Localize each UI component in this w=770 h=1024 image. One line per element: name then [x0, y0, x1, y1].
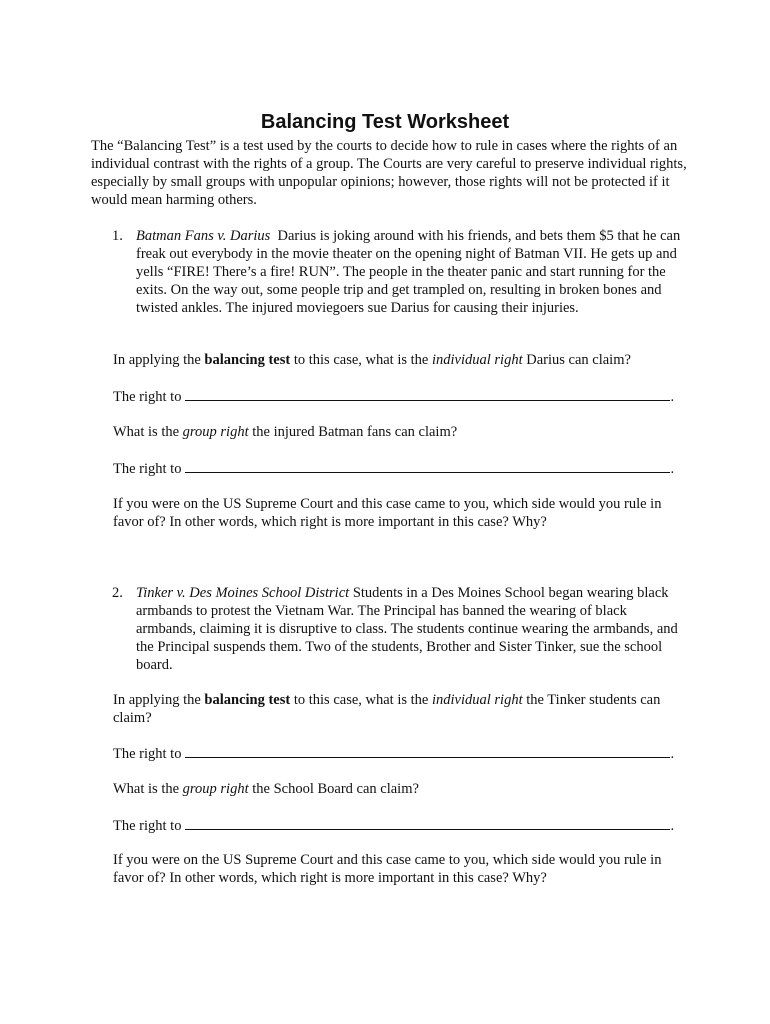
case-1-item: [91, 227, 687, 317]
answer-label: The right to: [113, 746, 182, 762]
q-text: the Tinker students can claim?: [113, 692, 661, 726]
case-2-number: 2.: [112, 585, 123, 601]
q-bold-term: balancing test: [204, 692, 291, 708]
answer-period: .: [670, 746, 675, 762]
case-2: [91, 584, 687, 674]
q-italic-term: group right: [182, 424, 249, 440]
q-text: to this case, what is the: [293, 352, 429, 368]
answer-blank-line[interactable]: [185, 387, 670, 401]
case-2-answer-group: [113, 816, 687, 835]
answer-label: The right to: [113, 461, 182, 477]
case-1-description: Darius is joking around with his friends, and bets them $5 that he can freak out everybody in the movie theater on the opening night of Batman VII. He gets up and yells “FIRE! There’s a fire! RUN”. The people in the theater panic and start running for the exits. On the way out, some people trip and get trampled on, resulting in broken bones and twisted ankles. The injured moviegoers sue Darius for causing their injuries.: [136, 228, 681, 316]
q-text: In applying the: [113, 692, 201, 708]
q-text: the School Board can claim?: [252, 781, 419, 797]
case-1-name: Batman Fans v. Darius: [136, 228, 271, 244]
page-title: Balancing Test Worksheet: [260, 111, 510, 133]
q-italic-term: individual right: [431, 692, 523, 708]
answer-blank-line[interactable]: [185, 744, 670, 758]
intro-paragraph: The “Balancing Test” is a test used by the courts to decide how to rule in cases where the rights of an individual contrast with the rights of a group. The Courts are very careful to preserve individual rights, especially by small groups with unpopular opinions; however, those rights will not be protected if it would mean harming others.: [91, 138, 687, 208]
answer-blank-line[interactable]: [185, 459, 670, 473]
answer-label: The right to: [113, 389, 182, 405]
case-2-description: Students in a Des Moines School began wearing black armbands to protest the Vietnam War. The Principal has banned the wearing of black armbands, claiming it is disruptive to class. The students continue wearing the armbands, and the Principal suspends them. Two of the students, Brother and Sister Tinker, sue the school board.: [136, 585, 678, 673]
q-text: What is the: [113, 424, 180, 440]
case-1-answer-individual: [113, 387, 687, 406]
q-italic-term: group right: [182, 781, 249, 797]
answer-period: .: [670, 389, 675, 405]
q-text: In applying the: [113, 352, 201, 368]
case-2-question-supreme-court: If you were on the US Supreme Court and this case came to you, which side would you rule in favor of? In other words, which right is more important in this case? Why?: [113, 852, 662, 886]
case-1-number: 1.: [112, 228, 123, 244]
case-1-question-supreme-court: If you were on the US Supreme Court and this case came to you, which side would you rule in favor of? In other words, which right is more important in this case? Why?: [113, 496, 662, 530]
answer-label: The right to: [113, 818, 182, 834]
case-2-name: Tinker v. Des Moines School District: [136, 585, 350, 601]
case-1-question-individual: [113, 351, 687, 369]
case-2-answer-individual: [113, 744, 687, 763]
case-2-question-individual: [113, 691, 687, 727]
case-1-answer-group: [113, 459, 687, 478]
q-italic-term: individual right: [431, 352, 523, 368]
case-1: [91, 227, 687, 317]
answer-period: .: [670, 461, 675, 477]
q-text: to this case, what is the: [293, 692, 429, 708]
answer-period: .: [670, 818, 675, 834]
answer-blank-line[interactable]: [185, 816, 670, 830]
case-2-question-group: [113, 780, 687, 798]
q-bold-term: balancing test: [204, 352, 291, 368]
case-2-item: [91, 584, 687, 674]
q-text: What is the: [113, 781, 180, 797]
case-1-question-group: [113, 423, 687, 441]
q-text: the injured Batman fans can claim?: [252, 424, 458, 440]
q-text: Darius can claim?: [526, 352, 631, 368]
